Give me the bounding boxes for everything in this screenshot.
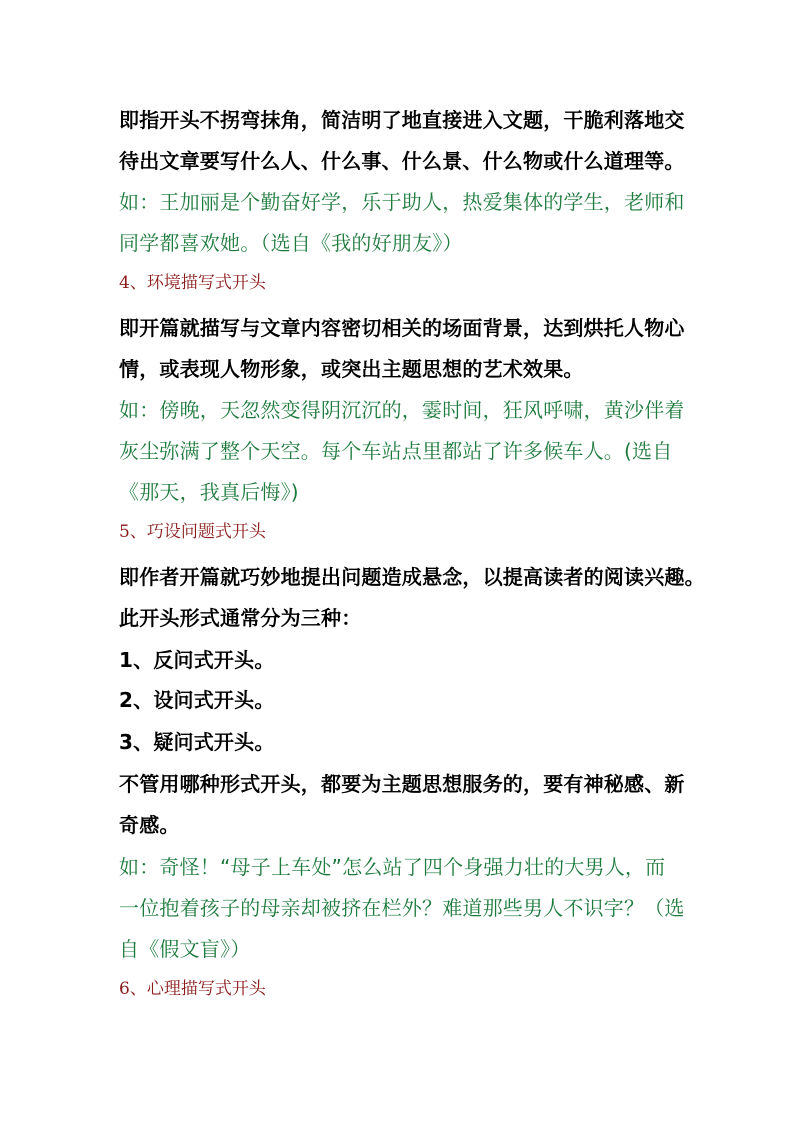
section-heading: 6、心理描写式开头: [119, 979, 266, 999]
body-paragraph-line: 不管用哪种形式开头，都要为主题思想服务的，要有神秘感、新: [119, 772, 685, 796]
body-paragraph-line: 奇感。: [119, 813, 180, 837]
body-paragraph-line: 即作者开篇就巧妙地提出问题造成悬念，以提高读者的阅读兴趣。: [119, 565, 705, 589]
list-item: 3、疑问式开头。: [119, 730, 275, 754]
body-paragraph-line: 即指开头不拐弯抹角，简洁明了地直接进入文题，干脆利落地交: [119, 108, 685, 132]
section-heading: 4、环境描写式开头: [119, 273, 266, 293]
example-line: 如：奇怪！“母子上车处”怎么站了四个身强力壮的大男人，而: [119, 855, 666, 879]
example-line: 自《假文盲》）: [119, 937, 251, 961]
example-line: 如：傍晚，天忽然变得阴沉沉的，霎时间，狂风呼啸，黄沙伴着: [119, 398, 685, 422]
body-paragraph-line: 即开篇就描写与文章内容密切相关的场面背景，达到烘托人物心: [119, 316, 685, 340]
list-item: 2、设问式开头。: [119, 688, 275, 712]
list-item: 1、反问式开头。: [119, 648, 275, 672]
body-paragraph-line: 情，或表现人物形象，或突出主题思想的艺术效果。: [119, 357, 584, 381]
example-line: 灰尘弥满了整个天空。每个车站点里都站了许多候车人。(选自: [119, 439, 673, 463]
body-paragraph-line: 待出文章要写什么人、什么事、什么景、什么物或什么道理等。: [119, 149, 685, 173]
example-line: 如：王加丽是个勤奋好学，乐于助人，热爱集体的学生，老师和: [119, 190, 685, 214]
example-line: 一位抱着孩子的母亲却被挤在栏外？难道那些男人不识字？（选: [119, 896, 685, 920]
example-line: 《那天，我真后悔》): [119, 480, 299, 504]
section-heading: 5、巧设问题式开头: [119, 522, 266, 542]
body-paragraph-line: 此开头形式通常分为三种：: [119, 606, 362, 630]
example-line: 同学都喜欢她。（选自《我的好朋友》）: [119, 231, 463, 255]
